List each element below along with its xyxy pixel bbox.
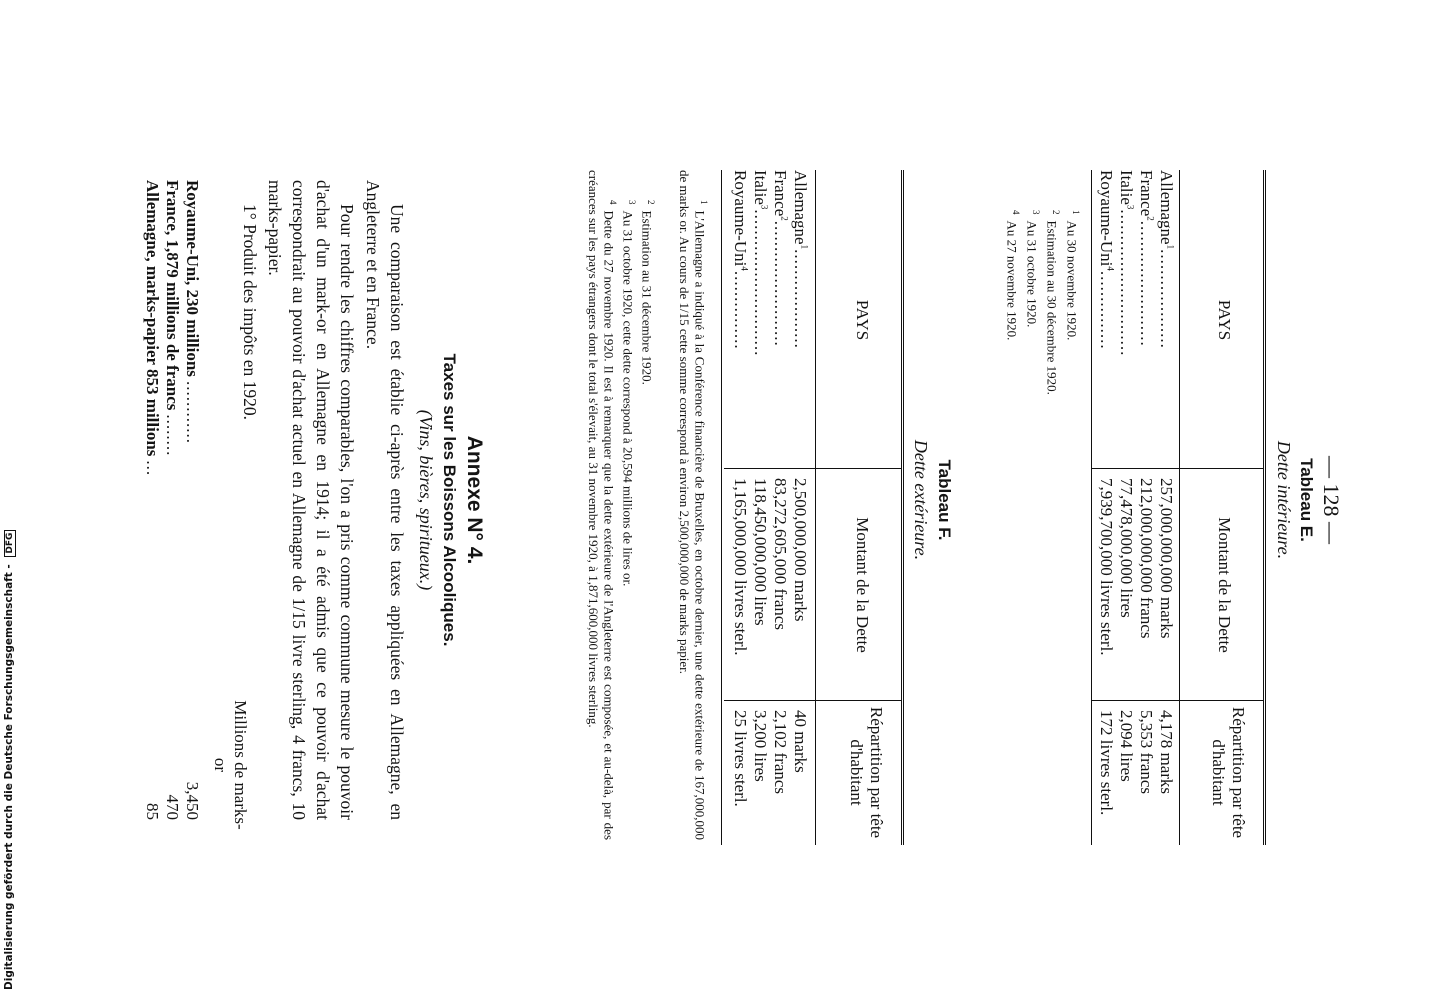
debt-amount: 118,450,000,000 lires: [751, 478, 770, 626]
dot-leader: ........: [163, 414, 182, 457]
table-f-col-pays: PAYS: [853, 299, 872, 341]
country-name: France: [1137, 170, 1156, 217]
footnote-number: 3: [627, 200, 637, 205]
table-row-country: [790, 170, 810, 468]
dot-leader: ........................: [771, 220, 790, 347]
table-f-divider-2: [724, 700, 902, 701]
footnote: [1024, 180, 1044, 830]
annexe-row-value: 85: [143, 803, 162, 820]
table-row-country: [730, 170, 750, 468]
footnote-number: 3: [1031, 210, 1041, 215]
country-name: France: [771, 170, 790, 217]
footnote-number: 1: [1071, 210, 1081, 215]
table-e-col-montant: Montant de la Dette: [1215, 517, 1234, 653]
dot-leader: ............................: [1117, 209, 1136, 357]
annexe-paragraph-2: Pour rendre les chiffres comparables, l'on a pris comme commune mesure le pouvoir d'achat d'un mark-or en Allemagne en 1914; il a été admis que ce pouvoir d'achat correspondrait au pouvoir d'achat actuel en Allemagne de 1/15 livre sterling, 4 francs, 10 marks-papier.: [265, 180, 357, 820]
dfg-logo: DFG: [4, 530, 16, 557]
footnote-number: 4: [608, 200, 618, 205]
country-name: Italie: [751, 170, 770, 205]
country-name: Italie: [1117, 170, 1136, 205]
table-f-top-rule: [901, 170, 904, 845]
dot-leader: ............: [183, 380, 202, 444]
footnote-marker: 3: [759, 204, 770, 210]
footnote: [1004, 180, 1024, 830]
footnote-marker: 1: [799, 244, 810, 250]
footnote-text: Au 27 novembre 1920.: [1004, 220, 1020, 341]
table-row-country: [750, 170, 770, 468]
footnote-number: 1: [699, 200, 709, 205]
dot-leader: ...................: [1157, 249, 1176, 349]
page-number: — 128 —: [1319, 456, 1344, 544]
footnote-marker: 2: [779, 216, 790, 221]
table-f-title: Tableau F.: [935, 459, 954, 541]
table-f-divider-1: [724, 468, 902, 469]
annexe-row-value: 470: [163, 794, 182, 820]
per-capita-amount: 40 marks: [791, 710, 810, 773]
annexe-row-label: [182, 180, 202, 700]
annexe-section-heading: 1° Produit des impôts en 1920.: [240, 204, 260, 421]
table-row-country: [1156, 170, 1176, 468]
annexe-row-label: [162, 180, 182, 700]
table-e-divider-2: [1092, 700, 1264, 701]
per-capita-amount: 172 livres sterl.: [1097, 710, 1116, 816]
per-capita-amount: 2,102 francs: [771, 710, 790, 795]
country-name: Royaume-Uni: [1097, 170, 1116, 267]
footnote-number: 2: [1051, 210, 1061, 215]
table-e-bottom-rule: [1091, 170, 1092, 845]
footnote: [676, 170, 712, 840]
table-row-country: [1096, 170, 1116, 468]
per-capita-amount: 5,353 francs: [1137, 710, 1156, 795]
footnote: [1064, 180, 1084, 830]
footnote-marker: 4: [739, 266, 750, 271]
table-f-col-montant: Montant de la Dette: [853, 517, 872, 653]
footnote: [620, 170, 640, 840]
footnote: [585, 170, 621, 840]
footnote-text: Au 30 novembre 1920.: [1064, 220, 1080, 341]
table-row-country: [1136, 170, 1156, 468]
dot-leader: ...: [143, 460, 162, 477]
annexe-paragraph-1: Une comparaison est établie ci-après entre les taxes appliquées en Allemagne, en Angleterre et en France.: [363, 180, 407, 820]
footnote: [1044, 180, 1064, 830]
per-capita-amount: 25 livres sterl.: [731, 710, 750, 807]
rotated-document-page: [0, 10, 1434, 990]
table-e-divider-1: [1092, 468, 1264, 469]
per-capita-amount: 2,094 lires: [1117, 710, 1136, 782]
annexe-row-value: 3,450: [183, 781, 202, 820]
debt-amount: 257,000,000,000 marks: [1157, 478, 1176, 639]
per-capita-amount: 3,200 lires: [751, 710, 770, 782]
debt-amount: 2,500,000,000 marks: [791, 478, 810, 622]
table-f-bottom-rule: [721, 170, 722, 845]
dot-leader: ...............: [731, 270, 750, 350]
dot-leader: ........................: [1137, 220, 1156, 347]
table-e-top-rule: [1263, 170, 1266, 845]
footnote-text: L'Allemagne a indiqué à la Conférence financière de Bruxelles, en octobre dernier, une dette extérieure de 167,000,000 de marks or. Au cours de 1/15 cette somme correspond à environ 2,500,000,000 de marks papier.: [676, 170, 708, 840]
annexe-unit-header: Millions de marks-or: [211, 700, 250, 830]
table-f-header-rule: [815, 170, 816, 845]
table-row-country: [770, 170, 790, 468]
footnote-number: 4: [1011, 210, 1021, 215]
footnote: [639, 170, 659, 840]
table-e-col-repartition: Répartition par tête d'habitant: [1209, 706, 1248, 839]
footnote-text: Estimation au 31 décembre 1920.: [639, 210, 655, 385]
debt-amount: 7,939,700,000 livres sterl.: [1097, 478, 1116, 656]
table-row-country: [1116, 170, 1136, 468]
debt-amount: 212,000,000,000 francs: [1137, 478, 1156, 639]
debt-amount: 83,272,605,000 francs: [771, 478, 790, 631]
footnote-text: Dette du 27 novembre 1920. Il est à remarquer que la dette extérieure de l'Angleterre est composée, et au-delà, par des créances sur les pays étrangers dont le total s'élevait, au 31 novembre 1920, à 1,871,600,000 livres sterling.: [585, 170, 617, 840]
country-name: Royaume-Uni: [731, 170, 750, 267]
table-e-title: Tableau E.: [1297, 458, 1316, 542]
footnote-number: 2: [646, 200, 656, 205]
footnote-text: Au 31 octobre 1920, cette dette correspond à 20,594 millions de lires or.: [620, 210, 636, 587]
table-e-subtitle: Dette intérieure.: [1274, 440, 1294, 560]
footnote-marker: 1: [1165, 244, 1176, 250]
annexe-row-text: France, 1,879 millions de francs: [163, 180, 182, 411]
dot-leader: ............................: [751, 209, 770, 357]
table-f-col-repartition: Répartition par tête d'habitant: [847, 706, 886, 839]
table-f-subtitle: Dette extérieure.: [911, 439, 931, 561]
footnote-text: Estimation au 30 décembre 1920.: [1044, 220, 1060, 395]
annexe-subtitle: Taxes sur les Boissons Alcooliques.: [440, 353, 459, 647]
table-e-header-rule: [1179, 170, 1180, 845]
footnote-marker: 4: [1105, 266, 1116, 271]
dot-leader: ...............: [1097, 270, 1116, 350]
annexe-row-text: Allemagne, marks-papier 853 millions: [143, 180, 162, 457]
per-capita-amount: 4,178 marks: [1157, 710, 1176, 795]
annexe-row-label: [142, 180, 162, 700]
digitization-credit: [3, 530, 16, 990]
footnote-marker: 2: [1145, 216, 1156, 221]
debt-amount: 1,165,000,000 livres sterl.: [731, 478, 750, 656]
digitization-credit-text: Digitalisierung gefördert durch die Deutsche Forschungsgemeinschaft -: [3, 564, 15, 990]
debt-amount: 77,478,000,000 lires: [1117, 478, 1136, 618]
footnote-marker: 3: [1125, 204, 1136, 210]
annexe-title: Annexe N° 4.: [463, 435, 486, 565]
table-e-col-pays: PAYS: [1215, 299, 1234, 341]
dot-leader: ...................: [791, 249, 810, 349]
footnote-text: Au 31 octobre 1920.: [1024, 220, 1040, 328]
country-name: Allemagne: [1157, 170, 1176, 245]
annexe-subtitle-italic: (Vins, bières, spiritueux.): [416, 409, 436, 591]
country-name: Allemagne: [791, 170, 810, 245]
annexe-row-text: Royaume-Uni, 230 millions: [183, 180, 202, 377]
